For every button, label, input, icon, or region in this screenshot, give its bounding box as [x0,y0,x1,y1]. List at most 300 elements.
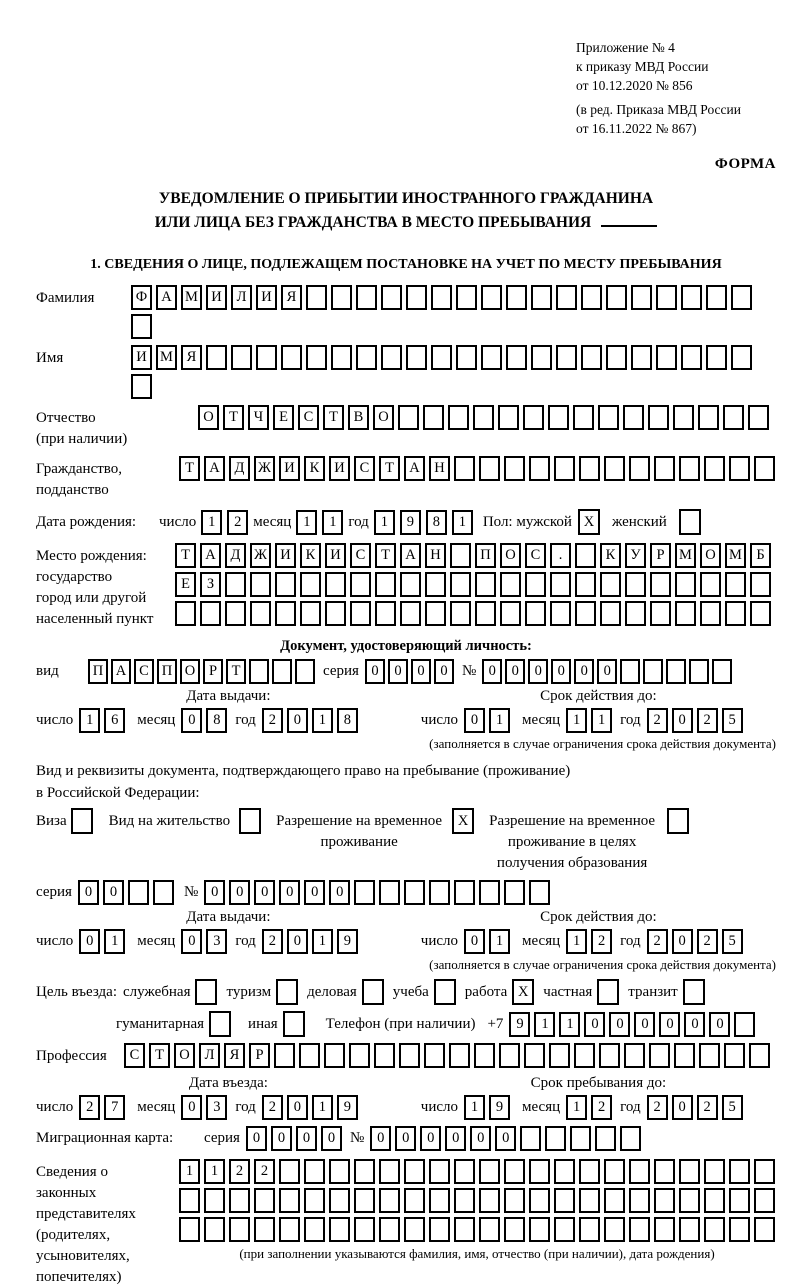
residence-valid-month-boxes[interactable] [566,929,612,954]
char-cell[interactable]: 0 [321,1126,342,1151]
char-cell[interactable]: 0 [329,880,350,905]
char-cell[interactable]: О [700,543,721,568]
char-cell[interactable] [304,1159,325,1184]
char-cell[interactable] [681,345,702,370]
char-cell[interactable] [550,572,571,597]
char-cell[interactable] [456,345,477,370]
char-cell[interactable]: 0 [709,1012,730,1037]
char-cell[interactable]: 0 [271,1126,292,1151]
entry-day-boxes[interactable] [79,1095,125,1120]
profession-boxes[interactable] [124,1043,770,1068]
char-cell[interactable]: 2 [262,1095,283,1120]
char-cell[interactable]: С [134,659,154,684]
char-cell[interactable] [706,285,727,310]
char-cell[interactable]: М [156,345,177,370]
char-cell[interactable]: Л [199,1043,220,1068]
char-cell[interactable]: 2 [647,929,668,954]
char-cell[interactable] [531,285,552,310]
char-cell[interactable]: О [500,543,521,568]
char-cell[interactable]: 0 [365,659,385,684]
char-cell[interactable]: А [404,456,425,481]
char-cell[interactable]: 1 [322,510,343,535]
residence-issue-year-boxes[interactable] [262,929,358,954]
char-cell[interactable]: Л [231,285,252,310]
char-cell[interactable] [731,285,752,310]
char-cell[interactable] [275,601,296,626]
char-cell[interactable] [679,456,700,481]
char-cell[interactable]: К [300,543,321,568]
char-cell[interactable]: 2 [697,1095,718,1120]
char-cell[interactable] [525,601,546,626]
patronymic-boxes[interactable] [198,405,769,430]
char-cell[interactable] [570,1126,591,1151]
char-cell[interactable] [606,285,627,310]
char-cell[interactable]: У [625,543,646,568]
char-cell[interactable]: 0 [672,929,693,954]
char-cell[interactable] [650,601,671,626]
char-cell[interactable]: Т [149,1043,170,1068]
char-cell[interactable] [354,1217,375,1242]
char-cell[interactable]: 2 [697,929,718,954]
char-cell[interactable] [723,405,744,430]
birth-place-boxes-row1[interactable] [175,543,771,568]
birth-place-boxes-row2[interactable] [175,572,771,597]
char-cell[interactable] [700,601,721,626]
char-cell[interactable]: О [174,1043,195,1068]
char-cell[interactable] [620,1126,641,1151]
char-cell[interactable]: 0 [287,708,308,733]
char-cell[interactable] [448,405,469,430]
char-cell[interactable] [673,405,694,430]
char-cell[interactable] [649,1043,670,1068]
char-cell[interactable]: 5 [722,929,743,954]
char-cell[interactable] [629,456,650,481]
char-cell[interactable]: О [180,659,200,684]
char-cell[interactable] [579,456,600,481]
char-cell[interactable] [231,345,252,370]
char-cell[interactable]: С [525,543,546,568]
char-cell[interactable] [479,1188,500,1213]
char-cell[interactable] [631,345,652,370]
birth-month-boxes[interactable] [296,510,343,535]
char-cell[interactable]: И [275,543,296,568]
char-cell[interactable]: 1 [489,929,510,954]
residence-series-boxes[interactable] [78,880,174,905]
char-cell[interactable]: 9 [337,929,358,954]
char-cell[interactable]: 5 [722,708,743,733]
char-cell[interactable]: 0 [296,1126,317,1151]
char-cell[interactable] [729,1159,750,1184]
char-cell[interactable]: 0 [229,880,250,905]
char-cell[interactable]: С [350,543,371,568]
residence-permit-checkbox[interactable] [239,808,261,834]
char-cell[interactable] [656,285,677,310]
char-cell[interactable]: 0 [482,659,502,684]
char-cell[interactable] [350,601,371,626]
char-cell[interactable] [254,1217,275,1242]
char-cell[interactable]: 0 [287,1095,308,1120]
char-cell[interactable] [379,880,400,905]
char-cell[interactable] [754,1159,775,1184]
char-cell[interactable]: И [325,543,346,568]
char-cell[interactable] [381,285,402,310]
char-cell[interactable]: Н [425,543,446,568]
char-cell[interactable] [504,1217,525,1242]
representatives-boxes-row3[interactable] [179,1217,775,1242]
char-cell[interactable]: 0 [464,708,485,733]
char-cell[interactable]: 0 [103,880,124,905]
char-cell[interactable] [556,285,577,310]
char-cell[interactable]: Н [429,456,450,481]
char-cell[interactable]: 1 [104,929,125,954]
char-cell[interactable]: 1 [312,1095,333,1120]
char-cell[interactable] [556,345,577,370]
char-cell[interactable] [575,601,596,626]
char-cell[interactable] [256,345,277,370]
char-cell[interactable] [473,405,494,430]
char-cell[interactable] [429,1188,450,1213]
char-cell[interactable] [406,345,427,370]
char-cell[interactable] [356,285,377,310]
representatives-boxes-row2[interactable] [179,1188,775,1213]
char-cell[interactable]: 1 [179,1159,200,1184]
char-cell[interactable]: 1 [566,929,587,954]
char-cell[interactable] [656,345,677,370]
char-cell[interactable] [654,1188,675,1213]
char-cell[interactable] [699,1043,720,1068]
char-cell[interactable] [674,1043,695,1068]
entry-month-boxes[interactable] [181,1095,227,1120]
char-cell[interactable] [279,1217,300,1242]
doc-type-boxes[interactable] [88,659,315,684]
char-cell[interactable]: 1 [464,1095,485,1120]
char-cell[interactable] [754,456,775,481]
char-cell[interactable] [731,345,752,370]
residence-number-boxes[interactable] [204,880,550,905]
char-cell[interactable] [550,601,571,626]
char-cell[interactable] [700,572,721,597]
char-cell[interactable] [479,1159,500,1184]
doc-series-boxes[interactable] [365,659,454,684]
char-cell[interactable] [404,880,425,905]
char-cell[interactable] [679,1159,700,1184]
char-cell[interactable] [529,1159,550,1184]
char-cell[interactable]: 0 [495,1126,516,1151]
char-cell[interactable]: К [600,543,621,568]
char-cell[interactable] [704,1217,725,1242]
char-cell[interactable]: 2 [229,1159,250,1184]
char-cell[interactable] [379,1159,400,1184]
char-cell[interactable] [520,1126,541,1151]
char-cell[interactable]: 1 [566,708,587,733]
char-cell[interactable]: И [256,285,277,310]
char-cell[interactable] [698,405,719,430]
entry-year-boxes[interactable] [262,1095,358,1120]
char-cell[interactable] [573,405,594,430]
char-cell[interactable] [666,659,686,684]
char-cell[interactable]: 0 [684,1012,705,1037]
char-cell[interactable] [599,1043,620,1068]
char-cell[interactable]: М [675,543,696,568]
char-cell[interactable]: 0 [79,929,100,954]
char-cell[interactable] [606,345,627,370]
char-cell[interactable] [604,1159,625,1184]
char-cell[interactable]: 2 [254,1159,275,1184]
char-cell[interactable] [454,456,475,481]
char-cell[interactable]: 0 [254,880,275,905]
char-cell[interactable] [675,572,696,597]
char-cell[interactable]: 0 [246,1126,267,1151]
char-cell[interactable] [750,572,771,597]
purpose-work-checkbox[interactable]: X [512,979,534,1005]
char-cell[interactable] [604,456,625,481]
char-cell[interactable]: 2 [591,1095,612,1120]
char-cell[interactable]: 2 [697,708,718,733]
identity-valid-year-boxes[interactable] [647,708,743,733]
char-cell[interactable] [754,1217,775,1242]
char-cell[interactable]: Ж [250,543,271,568]
char-cell[interactable] [404,1188,425,1213]
char-cell[interactable]: И [279,456,300,481]
char-cell[interactable] [506,285,527,310]
char-cell[interactable] [225,601,246,626]
char-cell[interactable]: 2 [227,510,248,535]
char-cell[interactable] [425,601,446,626]
purpose-official-checkbox[interactable] [195,979,217,1005]
char-cell[interactable]: 2 [262,929,283,954]
char-cell[interactable] [354,1188,375,1213]
char-cell[interactable] [654,1217,675,1242]
char-cell[interactable] [349,1043,370,1068]
purpose-transit-checkbox[interactable] [683,979,705,1005]
purpose-private-checkbox[interactable] [597,979,619,1005]
purpose-other-checkbox[interactable] [283,1011,305,1037]
char-cell[interactable] [725,572,746,597]
char-cell[interactable] [429,1159,450,1184]
char-cell[interactable]: 5 [722,1095,743,1120]
char-cell[interactable]: 9 [489,1095,510,1120]
char-cell[interactable] [750,601,771,626]
char-cell[interactable]: 0 [304,880,325,905]
char-cell[interactable] [225,572,246,597]
char-cell[interactable]: 9 [400,510,421,535]
identity-issue-month-boxes[interactable] [181,708,227,733]
char-cell[interactable]: 0 [395,1126,416,1151]
char-cell[interactable]: Ч [248,405,269,430]
char-cell[interactable] [581,345,602,370]
char-cell[interactable]: Т [226,659,246,684]
char-cell[interactable] [729,1188,750,1213]
char-cell[interactable] [300,572,321,597]
char-cell[interactable]: 2 [591,929,612,954]
char-cell[interactable] [681,285,702,310]
char-cell[interactable] [643,659,663,684]
char-cell[interactable] [504,1188,525,1213]
temp-residence-checkbox[interactable]: X [452,808,474,834]
char-cell[interactable]: 8 [206,708,227,733]
char-cell[interactable]: В [348,405,369,430]
char-cell[interactable]: 0 [204,880,225,905]
char-cell[interactable] [579,1217,600,1242]
char-cell[interactable] [379,1188,400,1213]
char-cell[interactable] [754,1188,775,1213]
char-cell[interactable] [329,1159,350,1184]
char-cell[interactable]: П [475,543,496,568]
char-cell[interactable] [281,345,302,370]
char-cell[interactable] [454,1188,475,1213]
char-cell[interactable]: 0 [181,1095,202,1120]
char-cell[interactable] [654,1159,675,1184]
char-cell[interactable]: Р [203,659,223,684]
char-cell[interactable]: И [206,285,227,310]
char-cell[interactable] [200,601,221,626]
char-cell[interactable]: 0 [505,659,525,684]
char-cell[interactable] [179,1188,200,1213]
char-cell[interactable]: Т [179,456,200,481]
char-cell[interactable]: Е [273,405,294,430]
char-cell[interactable] [529,1217,550,1242]
char-cell[interactable] [575,572,596,597]
char-cell[interactable]: А [156,285,177,310]
char-cell[interactable] [545,1126,566,1151]
char-cell[interactable] [648,405,669,430]
char-cell[interactable]: Д [225,543,246,568]
char-cell[interactable]: 0 [672,708,693,733]
char-cell[interactable] [749,1043,770,1068]
char-cell[interactable] [324,1043,345,1068]
char-cell[interactable] [679,1188,700,1213]
char-cell[interactable]: А [400,543,421,568]
char-cell[interactable] [595,1126,616,1151]
char-cell[interactable] [554,456,575,481]
char-cell[interactable]: Ф [131,285,152,310]
char-cell[interactable] [523,405,544,430]
char-cell[interactable] [675,601,696,626]
char-cell[interactable] [304,1217,325,1242]
char-cell[interactable]: 1 [559,1012,580,1037]
char-cell[interactable] [479,456,500,481]
char-cell[interactable] [629,1217,650,1242]
char-cell[interactable] [479,880,500,905]
char-cell[interactable] [631,285,652,310]
char-cell[interactable]: 9 [509,1012,530,1037]
char-cell[interactable]: 0 [551,659,571,684]
char-cell[interactable] [423,405,444,430]
char-cell[interactable] [529,456,550,481]
temp-residence-education-checkbox[interactable] [667,808,689,834]
char-cell[interactable]: 2 [79,1095,100,1120]
char-cell[interactable]: 3 [206,929,227,954]
char-cell[interactable]: 0 [672,1095,693,1120]
char-cell[interactable] [325,601,346,626]
stay-day-boxes[interactable] [464,1095,510,1120]
char-cell[interactable] [604,1188,625,1213]
char-cell[interactable] [598,405,619,430]
char-cell[interactable] [624,1043,645,1068]
char-cell[interactable] [481,345,502,370]
char-cell[interactable]: 0 [420,1126,441,1151]
char-cell[interactable]: 0 [659,1012,680,1037]
phone-boxes[interactable] [509,1012,755,1037]
char-cell[interactable]: П [88,659,108,684]
char-cell[interactable]: 0 [597,659,617,684]
char-cell[interactable]: О [198,405,219,430]
char-cell[interactable]: Д [229,456,250,481]
char-cell[interactable]: 3 [206,1095,227,1120]
char-cell[interactable]: 2 [647,708,668,733]
char-cell[interactable] [375,601,396,626]
stay-month-boxes[interactable] [566,1095,612,1120]
char-cell[interactable]: Е [175,572,196,597]
char-cell[interactable]: Я [181,345,202,370]
char-cell[interactable] [554,1188,575,1213]
char-cell[interactable] [704,456,725,481]
birth-place-boxes-row3[interactable] [175,601,771,626]
char-cell[interactable]: 0 [181,708,202,733]
char-cell[interactable] [272,659,292,684]
char-cell[interactable] [206,345,227,370]
char-cell[interactable] [300,601,321,626]
char-cell[interactable]: 2 [647,1095,668,1120]
char-cell[interactable]: Б [750,543,771,568]
char-cell[interactable] [712,659,732,684]
char-cell[interactable] [454,1217,475,1242]
char-cell[interactable] [381,345,402,370]
char-cell[interactable]: З [200,572,221,597]
char-cell[interactable] [623,405,644,430]
char-cell[interactable] [506,345,527,370]
char-cell[interactable] [356,345,377,370]
identity-valid-day-boxes[interactable] [464,708,510,733]
char-cell[interactable] [229,1217,250,1242]
char-cell[interactable] [329,1188,350,1213]
char-cell[interactable] [474,1043,495,1068]
char-cell[interactable]: П [157,659,177,684]
char-cell[interactable]: 0 [445,1126,466,1151]
char-cell[interactable] [629,1188,650,1213]
char-cell[interactable] [404,1159,425,1184]
char-cell[interactable]: К [304,456,325,481]
char-cell[interactable] [400,572,421,597]
char-cell[interactable] [325,572,346,597]
char-cell[interactable] [725,601,746,626]
char-cell[interactable] [500,601,521,626]
char-cell[interactable] [175,601,196,626]
char-cell[interactable] [504,1159,525,1184]
char-cell[interactable] [499,1043,520,1068]
char-cell[interactable]: 1 [566,1095,587,1120]
char-cell[interactable]: 7 [104,1095,125,1120]
char-cell[interactable]: 0 [464,929,485,954]
char-cell[interactable] [604,1217,625,1242]
char-cell[interactable]: А [204,456,225,481]
char-cell[interactable] [306,285,327,310]
doc-number-boxes[interactable] [482,659,732,684]
char-cell[interactable]: М [181,285,202,310]
char-cell[interactable]: 1 [534,1012,555,1037]
char-cell[interactable] [456,285,477,310]
char-cell[interactable]: 1 [312,708,333,733]
char-cell[interactable] [504,456,525,481]
char-cell[interactable] [304,1188,325,1213]
char-cell[interactable]: Т [375,543,396,568]
migration-number-boxes[interactable] [370,1126,641,1151]
purpose-study-checkbox[interactable] [434,979,456,1005]
char-cell[interactable] [131,374,152,399]
char-cell[interactable] [379,1217,400,1242]
char-cell[interactable]: И [131,345,152,370]
char-cell[interactable]: 8 [426,510,447,535]
